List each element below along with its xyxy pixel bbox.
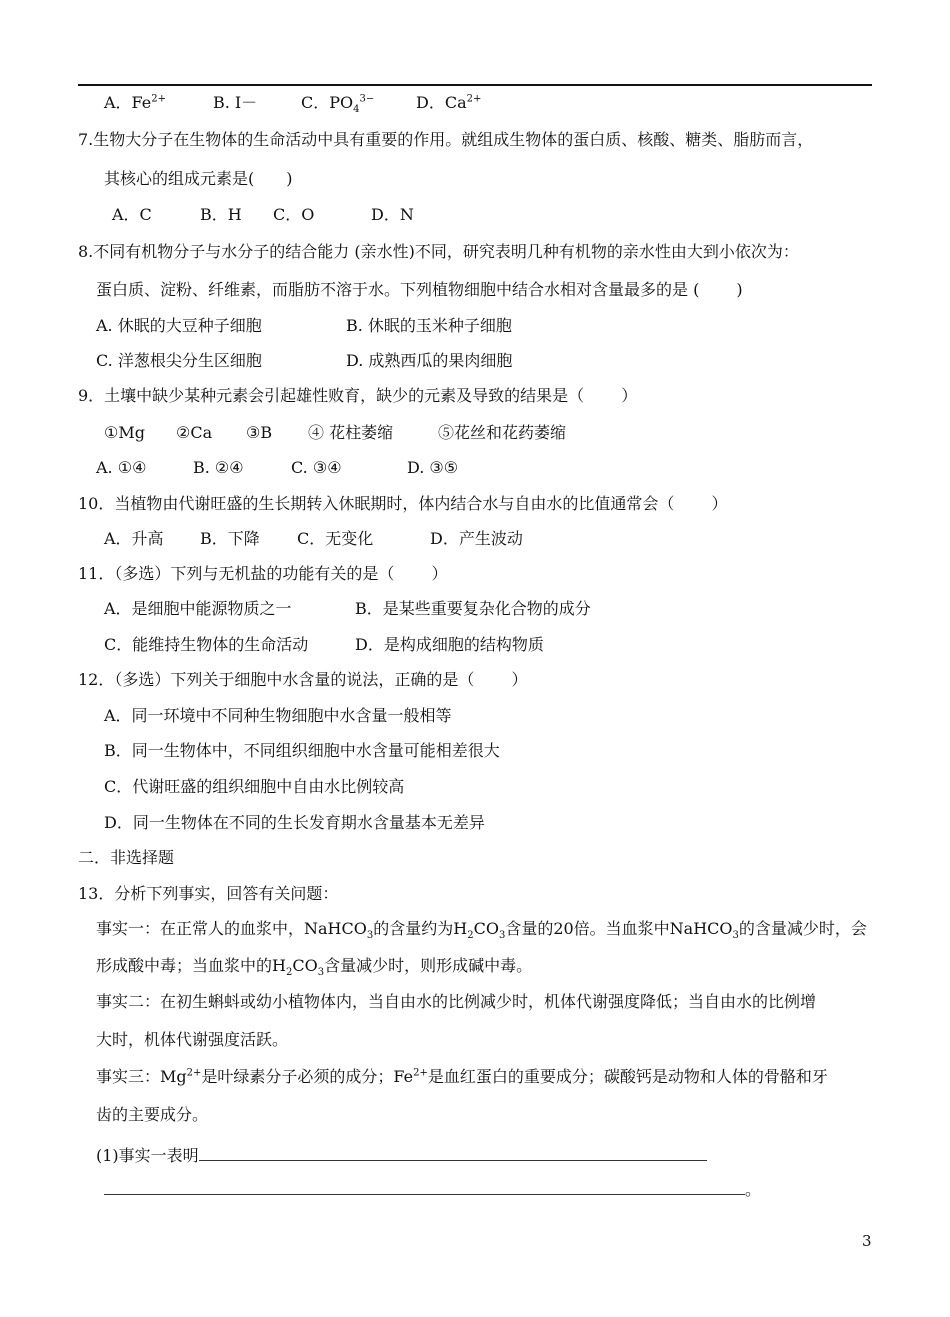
q6-option-c: C．$PO_4^{3-}$ [301, 93, 375, 116]
q13-part1-continued: 。 [104, 1180, 761, 1200]
q9-item-5: ⑤花丝和花药萎缩 [438, 423, 567, 442]
q9-option-c: C. ③④ [291, 458, 342, 477]
q9-item-2: ②Ca [176, 423, 213, 442]
q7-stem-line1: 7.生物大分子在生物体的生命活动中具有重要的作用。就组成生物体的蛋白质、核酸、糖类、脂肪而言， [78, 130, 814, 149]
q6-option-d: D．$Ca^{2+}$ [416, 93, 482, 112]
q13-fact2-line1: 事实二：在初生蝌蚪或幼小植物体内，当自由水的比例减少时，机体代谢强度降低；当自由水的比例增 [96, 992, 817, 1011]
q12-option-c: C．代谢旺盛的组织细胞中自由水比例较高 [104, 777, 405, 796]
q7-option-d: D．N [371, 205, 414, 224]
q11-option-a: A．是细胞中能源物质之一 [104, 599, 292, 618]
q8-stem-line1: 8.不同有机物分子与水分子的结合能力 (亲水性)不同，研究表明几种有机物的亲水性由大到小依次为： [78, 242, 799, 261]
q6-option-b: B. I－ [213, 93, 258, 112]
q9-option-b: B. ②④ [193, 458, 244, 477]
q11-stem: 11．（多选）下列与无机盐的功能有关的是（ ） [78, 564, 448, 583]
q10-option-d: D．产生波动 [430, 529, 523, 548]
q10-options [104, 529, 523, 549]
q11-options-row2 [104, 635, 544, 655]
q8-stem-line2: 蛋白质、淀粉、纤维素，而脂肪不溶于水。下列植物细胞中结合水相对含量最多的是 ( ) [96, 280, 743, 299]
q9-items [104, 423, 566, 443]
q11-option-d: D．是构成细胞的结构物质 [355, 635, 544, 654]
q8-options-row2 [96, 351, 512, 371]
header-rule [78, 84, 872, 86]
q9-item-1: ①Mg [104, 423, 145, 442]
q10-stem: 10．当植物由代谢旺盛的生长期转入休眠期时，体内结合水与自由水的比值通常会（ ） [78, 494, 728, 513]
q6-options [104, 93, 482, 116]
q13-stem: 13．分析下列事实，回答有关问题： [78, 884, 339, 903]
q12-option-b: B．同一生物体中，不同组织细胞中水含量可能相差很大 [104, 741, 500, 760]
q8-option-c: C. 洋葱根尖分生区细胞 [96, 351, 262, 370]
q9-item-3: ③B [246, 423, 273, 442]
answer-blank-2[interactable] [104, 1180, 745, 1195]
q8-option-b: B. 休眠的玉米种子细胞 [346, 316, 512, 335]
q11-options-row1 [104, 599, 591, 619]
q7-option-b: B．H [200, 205, 242, 224]
q8-options-row1 [96, 316, 512, 336]
answer-blank-1[interactable] [199, 1146, 707, 1161]
q7-options [112, 205, 414, 225]
q13-part1: (1)事实一表明 [96, 1146, 707, 1166]
q12-stem: 12．（多选）下列关于细胞中水含量的说法，正确的是（ ） [78, 670, 528, 689]
q12-option-a: A．同一环境中不同种生物细胞中水含量一般相等 [104, 706, 452, 725]
q7-option-a: A．C [112, 205, 152, 224]
q11-option-b: B．是某些重要复杂化合物的成分 [355, 599, 591, 618]
q7-stem-line2: 其核心的组成元素是( ) [104, 169, 293, 188]
q9-option-a: A. ①④ [96, 458, 147, 477]
q13-fact1-line1: 事实一：在正常人的血浆中，NaHCO$_3$的含量约为$H_2CO_3$含量的20倍。当血浆中NaHCO$_3$的含量减少时，会 [96, 919, 867, 942]
q9-options [96, 458, 458, 478]
q9-stem: 9．土壤中缺少某种元素会引起雄性败育，缺少的元素及导致的结果是（ ） [78, 386, 638, 405]
page-number: 3 [862, 1232, 872, 1250]
q12-option-d: D．同一生物体在不同的生长发育期水含量基本无差异 [104, 813, 485, 832]
q10-option-a: A．升高 [104, 529, 164, 548]
q11-option-c: C．能维持生物体的生命活动 [104, 635, 309, 654]
q6-option-a: A．$Fe^{2+}$ [104, 93, 167, 112]
q9-item-4: ④ 花柱萎缩 [308, 423, 394, 442]
q10-option-c: C．无变化 [297, 529, 374, 548]
q13-fact3-line1: 事实三：$Mg^{2+}$是叶绿素分子必须的成分；$Fe^{2+}$是血红蛋白的重要成分；碳酸钙是动物和人体的骨骼和牙 [96, 1067, 828, 1086]
q13-fact2-line2: 大时，机体代谢强度活跃。 [96, 1030, 289, 1049]
q13-fact1-line2: 形成酸中毒；当血浆中的$H_2CO_3$含量减少时，则形成碱中毒。 [96, 956, 533, 979]
q9-option-d: D. ③⑤ [407, 458, 459, 477]
q7-option-c: C．O [273, 205, 315, 224]
q8-option-a: A. 休眠的大豆种子细胞 [96, 316, 262, 335]
q8-option-d: D. 成熟西瓜的果肉细胞 [346, 351, 513, 370]
q10-option-b: B．下降 [200, 529, 260, 548]
section-heading: 二．非选择题 [78, 848, 175, 867]
q13-fact3-line2: 齿的主要成分。 [96, 1105, 209, 1124]
